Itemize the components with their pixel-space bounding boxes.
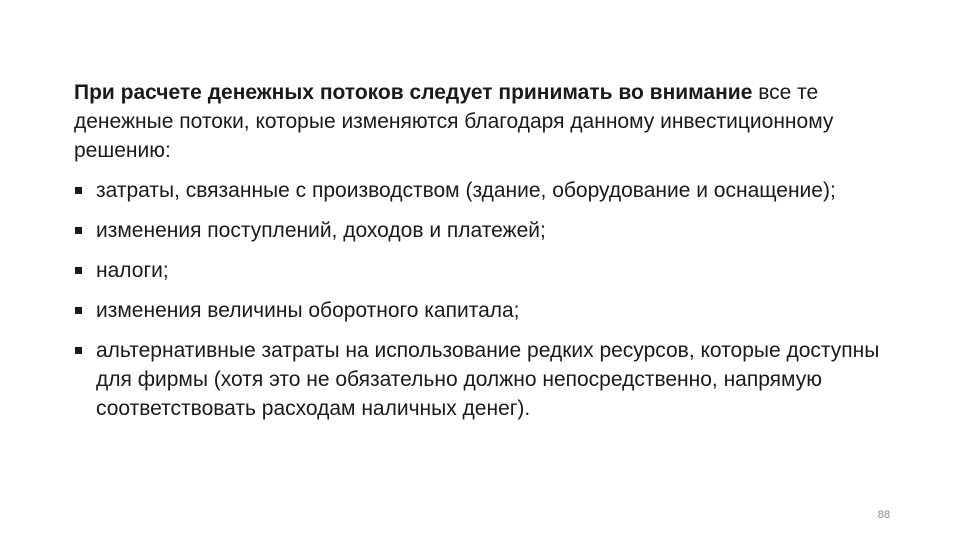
list-item-text: затраты, связанные с производством (здание, оборудование и оснащение); (96, 179, 836, 202)
list-item-text: изменения поступлений, доходов и платежей; (96, 219, 546, 242)
square-bullet-icon (75, 267, 82, 274)
list-item (74, 176, 894, 205)
page-number: 88 (877, 509, 890, 521)
list-item (74, 216, 894, 245)
bullet-list (74, 176, 894, 423)
list-item (74, 256, 894, 285)
intro-text: все те денежные потоки, которые изменяются благодаря данному инвестиционному решению: (74, 81, 834, 162)
list-item (74, 336, 894, 423)
intro-paragraph (74, 78, 894, 165)
slide-body (74, 78, 894, 434)
list-item-text: альтернативные затраты на использование редких ресурсов, которые доступны для фирмы (хотя это не обязательно должно непосредственно, напрямую соответствовать расходам наличных денег). (96, 339, 880, 420)
square-bullet-icon (75, 187, 82, 194)
list-item (74, 296, 894, 325)
list-item-text: изменения величины оборотного капитала; (96, 299, 520, 322)
square-bullet-icon (75, 227, 82, 234)
list-item-text: налоги; (96, 259, 169, 282)
square-bullet-icon (75, 347, 82, 354)
square-bullet-icon (75, 307, 82, 314)
intro-bold-text: При расчете денежных потоков следует принимать во внимание (74, 81, 753, 104)
